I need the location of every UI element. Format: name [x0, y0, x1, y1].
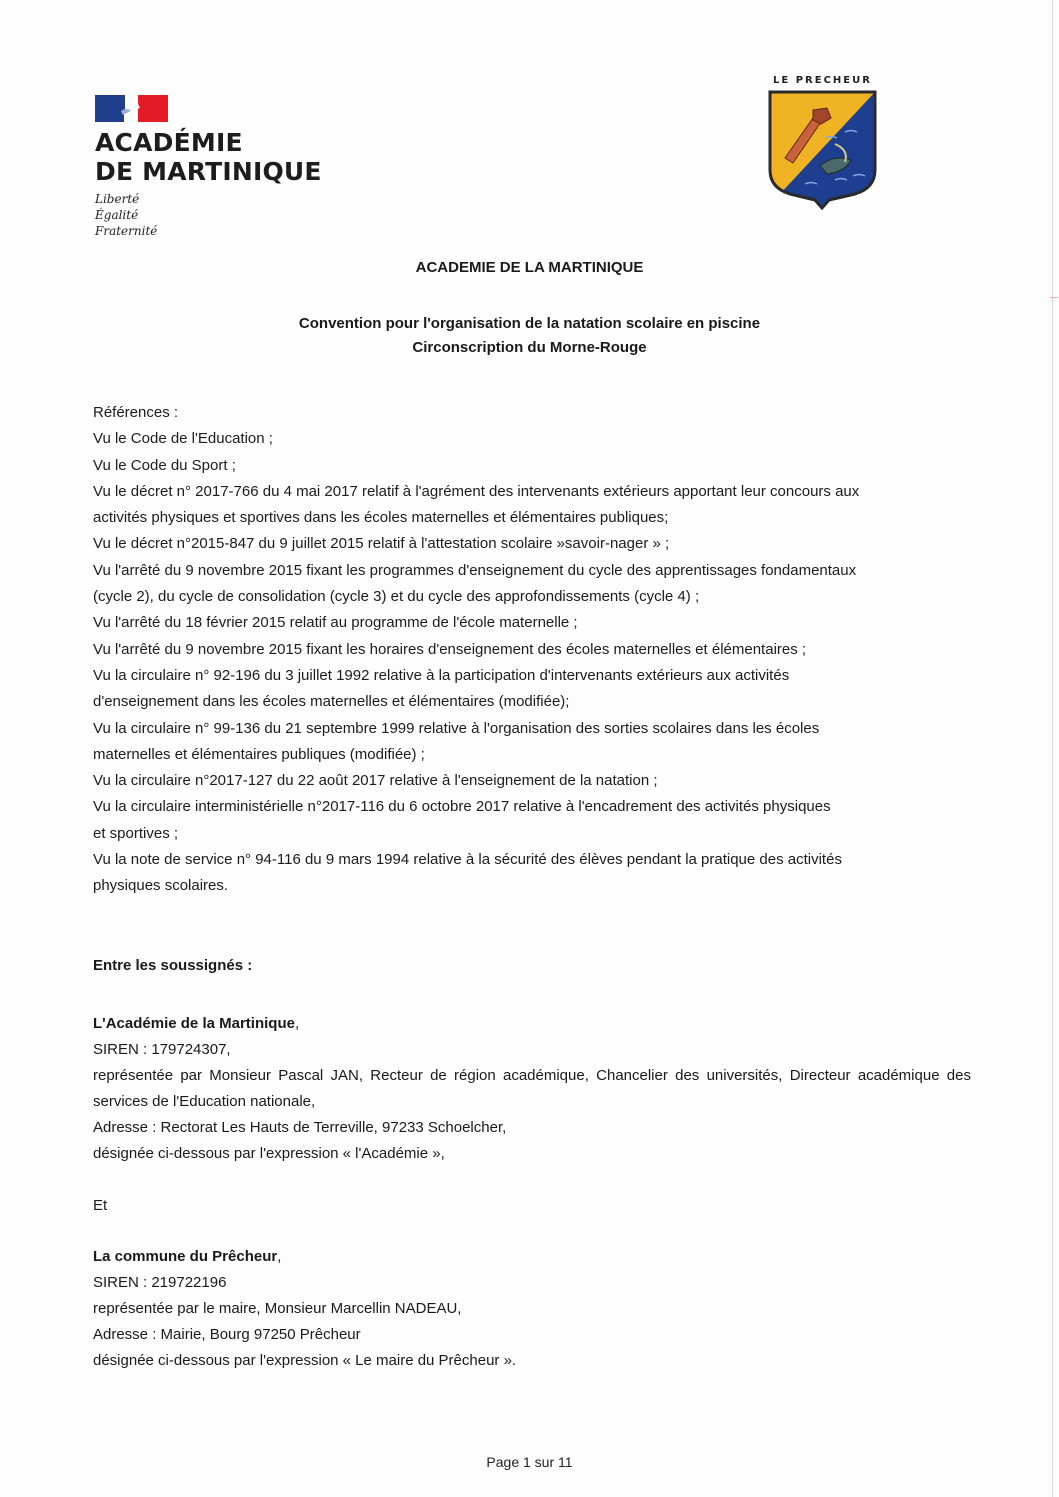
party-academie	[93, 1011, 973, 1167]
parties-heading: Entre les soussignés :	[93, 957, 253, 974]
party-representative: représentée par Monsieur Pascal JAN, Recteur de région académique, Chancelier des universités, Directeur académique des services de l'Education nationale,	[93, 1067, 971, 1110]
party-address: Adresse : Rectorat Les Hauts de Terreville, 97233 Schoelcher,	[93, 1119, 507, 1136]
party-representative: représentée par le maire, Monsieur Marcellin NADEAU,	[93, 1300, 462, 1317]
party-address: Adresse : Mairie, Bourg 97250 Prêcheur	[93, 1326, 361, 1343]
scan-edge-line	[1052, 0, 1053, 1497]
motto-liberte: Liberté	[95, 192, 140, 206]
republic-motto	[95, 191, 322, 239]
academie-name	[95, 128, 322, 186]
party-name-suffix: ,	[277, 1248, 282, 1265]
reference-line: Vu l'arrêté du 18 février 2015 relatif au programme de l'école maternelle ;	[93, 614, 578, 632]
party-name: L'Académie de la Martinique	[93, 1015, 295, 1032]
reference-line: Vu le Code de l'Education ;	[93, 430, 273, 448]
party-designation: désignée ci-dessous par l'expression « Le maire du Prêcheur ».	[93, 1352, 517, 1369]
reference-line: physiques scolaires.	[93, 877, 229, 895]
reference-line: Vu la circulaire n°2017-127 du 22 août 2017 relative à l'enseignement de la natation ;	[93, 772, 658, 790]
academie-logo	[95, 95, 322, 239]
marianne-flag-icon	[95, 95, 168, 122]
reference-line: activités physiques et sportives dans les écoles maternelles et élémentaires publiques;	[93, 509, 669, 527]
institution-title: ACADEMIE DE LA MARTINIQUE	[415, 259, 644, 276]
reference-line: Vu la circulaire n° 99-136 du 21 septembre 1999 relative à l'organisation des sorties scolaires dans les écoles	[93, 719, 820, 737]
convention-title: Convention pour l'organisation de la natation scolaire en piscine	[298, 315, 761, 332]
reference-line: Vu le décret n°2015-847 du 9 juillet 2015 relatif à l'attestation scolaire »savoir-nager » ;	[93, 535, 670, 553]
party-name-suffix: ,	[294, 1015, 300, 1032]
coat-of-arms-title: LE PRECHEUR	[773, 75, 872, 86]
coat-of-arms	[765, 75, 880, 210]
academie-name-line1: ACADÉMIE	[95, 128, 243, 157]
reference-line: Vu la circulaire n° 92-196 du 3 juillet 1992 relative à la participation d'intervenants extérieurs aux activités	[93, 666, 790, 684]
page-number: Page 1 sur 11	[486, 1454, 573, 1470]
party-siren: SIREN : 219722196	[93, 1274, 227, 1291]
circonscription-title: Circonscription du Morne-Rouge	[412, 339, 647, 356]
reference-line: maternelles et élémentaires publiques (modifiée) ;	[93, 745, 425, 763]
scan-mark	[1050, 297, 1058, 298]
references-heading: Références :	[93, 404, 179, 421]
party-name: La commune du Prêcheur	[93, 1248, 278, 1265]
reference-line: et sportives ;	[93, 824, 179, 842]
reference-line: d'enseignement dans les écoles maternelles et élémentaires (modifiée);	[93, 693, 570, 711]
reference-line: Vu l'arrêté du 9 novembre 2015 fixant les horaires d'enseignement des écoles maternelles et élémentaires ;	[93, 640, 807, 658]
reference-line: Vu le Code du Sport ;	[93, 456, 236, 474]
reference-line: Vu l'arrêté du 9 novembre 2015 fixant les programmes d'enseignement du cycle des apprentissages fondamentaux	[93, 561, 857, 579]
motto-fraternite: Fraternité	[95, 224, 158, 238]
party-designation: désignée ci-dessous par l'expression « l'Académie »,	[93, 1145, 445, 1162]
reference-line: Vu la circulaire interministérielle n°2017-116 du 6 octobre 2017 relative à l'encadrement des activités physiques	[93, 798, 831, 816]
motto-egalite: Égalité	[95, 208, 139, 222]
party-siren: SIREN : 179724307,	[93, 1041, 231, 1058]
reference-line: Vu le décret n° 2017-766 du 4 mai 2017 relatif à l'agrément des intervenants extérieurs apportant leur concours aux	[93, 482, 860, 500]
reference-line: (cycle 2), du cycle de consolidation (cycle 3) et du cycle des approfondissements (cycle 4) ;	[93, 588, 700, 606]
party-commune	[93, 1244, 973, 1374]
academie-name-line2: DE MARTINIQUE	[95, 157, 322, 186]
references-section	[93, 400, 973, 900]
reference-line: Vu la note de service n° 94-116 du 9 mars 1994 relative à la sécurité des élèves pendant la pratique des activités	[93, 851, 842, 869]
parties-conjunction: Et	[93, 1197, 108, 1214]
coat-of-arms-icon	[765, 88, 880, 210]
